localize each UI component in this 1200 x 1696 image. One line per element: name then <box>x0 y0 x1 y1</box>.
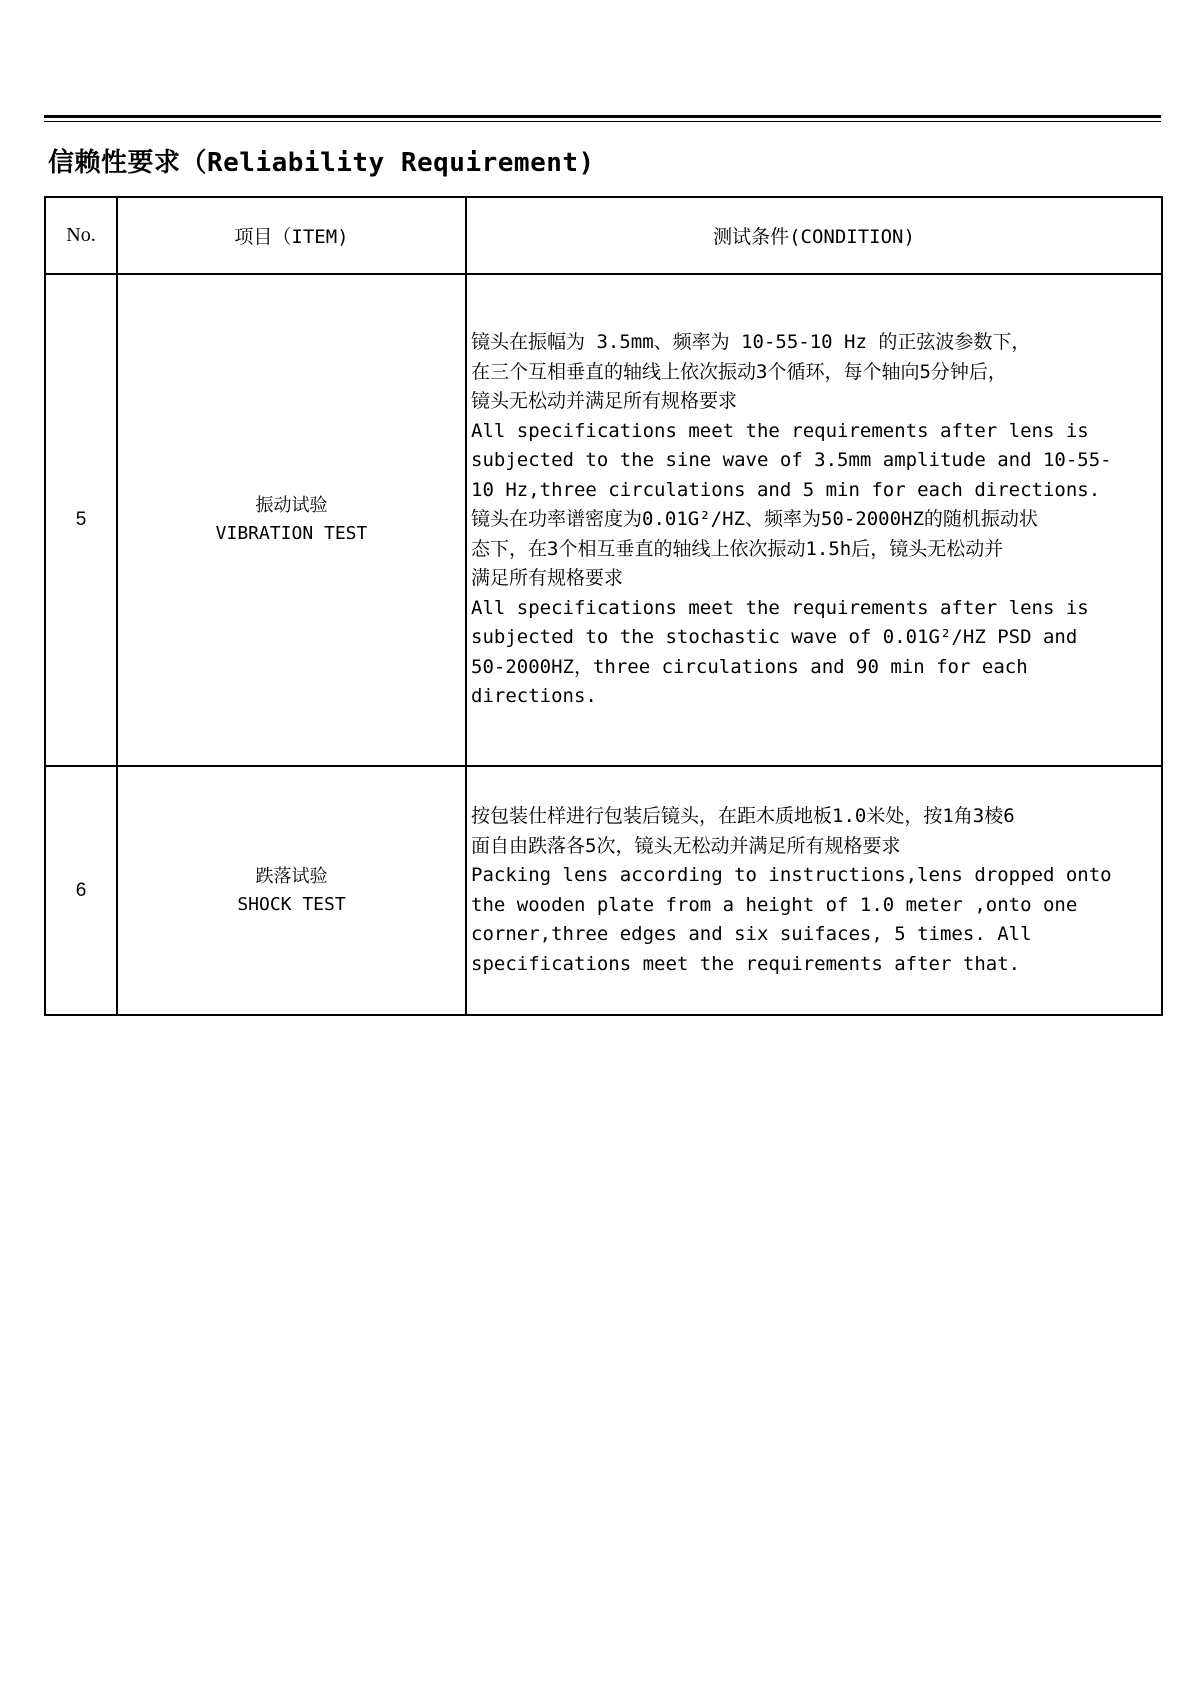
item-name-en: SHOCK TEST <box>237 893 346 915</box>
condition-line: 面自由跌落各5次，镜头无松动并满足所有规格要求 <box>471 834 901 857</box>
condition-line: the wooden plate from a height of 1.0 meter ,onto one <box>471 893 1078 916</box>
table-row <box>45 766 1162 1015</box>
condition-line: All specifications meet the requirements after lens is <box>471 419 1089 442</box>
condition-line: 态下，在3个相互垂直的轴线上依次振动1.5h后，镜头无松动并 <box>471 537 1004 560</box>
condition-line: directions. <box>471 685 597 708</box>
row-number: 5 <box>45 274 117 766</box>
item-name-cn: 振动试验 <box>255 495 328 516</box>
condition-line: corner,three edges and six suifaces, 5 times. All <box>471 923 1032 945</box>
header-item: 项目（ITEM) <box>117 197 466 274</box>
condition-line: Packing lens according to instructions,lens dropped onto <box>471 864 1112 886</box>
row-condition <box>466 766 1162 1015</box>
condition-line: 镜头无松动并满足所有规格要求 <box>471 390 738 413</box>
condition-line: 50-2000HZ，three circulations and 90 min for each <box>471 655 1028 678</box>
row-number: 6 <box>45 766 117 1015</box>
item-name-en: VIBRATION TEST <box>215 523 368 544</box>
condition-line: 按包装仕样进行包装后镜头，在距木质地板1.0米处，按1角3棱6 <box>471 805 1015 827</box>
condition-line: 镜头在振幅为 3.5mm、频率为 10-55-10 Hz 的正弦波参数下， <box>471 331 1031 354</box>
condition-line: subjected to the stochastic wave of 0.01G²/HZ PSD and <box>471 626 1078 649</box>
section-title: 信赖性要求（Reliability Requirement) <box>48 148 595 178</box>
condition-line: 镜头在功率谱密度为0.01G²/HZ、频率为50-2000HZ的随机振动状 <box>471 508 1038 531</box>
header-no: No. <box>45 197 117 274</box>
table-row <box>45 274 1162 766</box>
condition-line: 在三个互相垂直的轴线上依次振动3个循环，每个轴向5分钟后， <box>471 360 1007 383</box>
row-item <box>117 766 466 1015</box>
top-rule-thick <box>44 115 1161 118</box>
reliability-table <box>44 196 1163 1016</box>
row-condition <box>466 274 1162 766</box>
condition-line: specifications meet the requirements after that. <box>471 952 1021 975</box>
condition-line: subjected to the sine wave of 3.5mm amplitude and 10-55- <box>471 449 1112 472</box>
header-condition: 测试条件(CONDITION) <box>466 197 1162 274</box>
top-rule-thin <box>44 121 1161 122</box>
item-name-cn: 跌落试验 <box>255 865 328 887</box>
condition-line: All specifications meet the requirements after lens is <box>471 596 1089 619</box>
table-header-row <box>45 197 1162 274</box>
row-item <box>117 274 466 766</box>
condition-line: 10 Hz,three circulations and 5 min for each directions. <box>471 478 1101 501</box>
condition-line: 满足所有规格要求 <box>471 567 624 590</box>
